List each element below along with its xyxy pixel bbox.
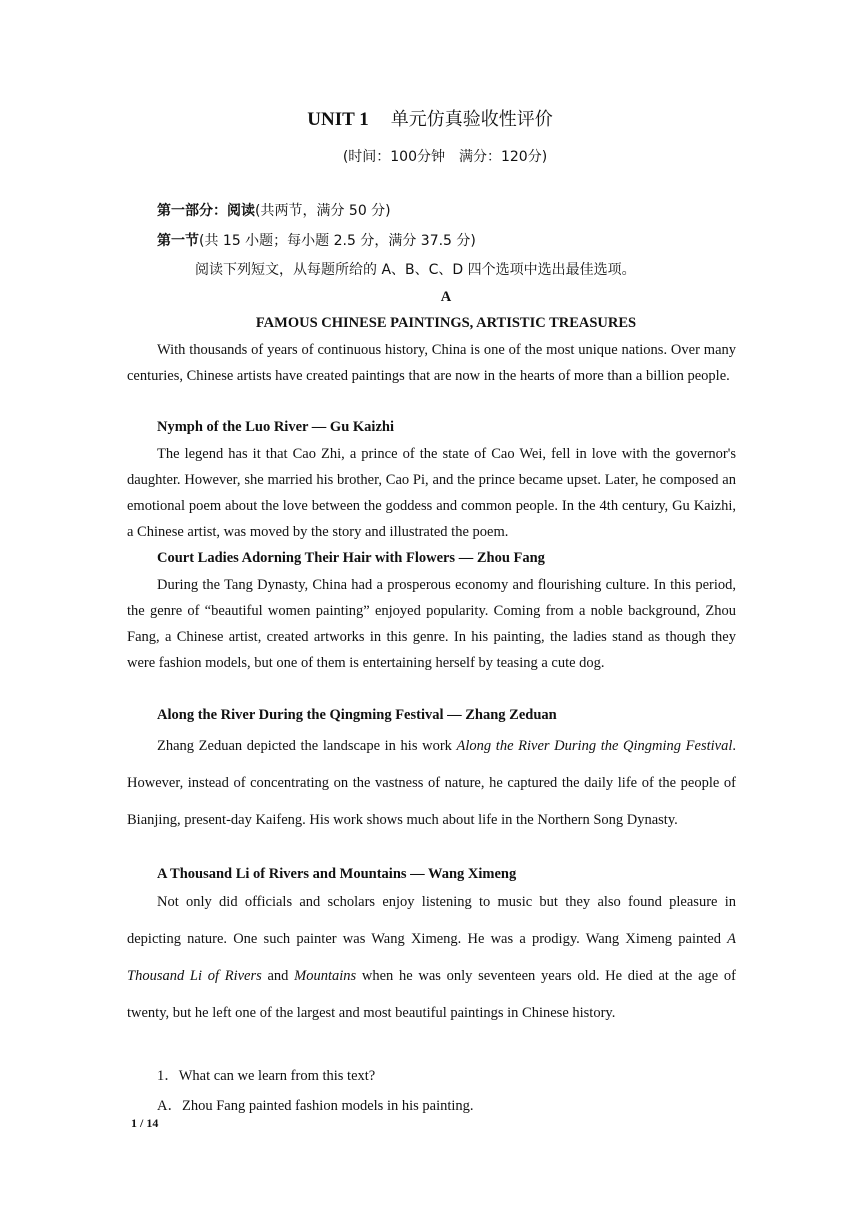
thousand-li-text-start: Not only did officials and scholars enjoy listening to music but they also found pleasure in depicting nature. One such painter was Wang Ximeng. He was a prodigy. Wang Ximeng painted xyxy=(127,894,736,947)
passage-intro: With thousands of years of continuous history, China is one of the most unique nations. Over many centuries, Chinese artists have created paintings that are now in the hearts of more than a billion people. xyxy=(127,342,736,384)
section-one-heading xyxy=(157,230,476,250)
section-text-qingming xyxy=(127,728,736,839)
thousand-li-text-end: when he was only seventeen years old. He died at the age of twenty, but he left one of the largest and most beautiful paintings in Chinese history. xyxy=(127,968,736,1021)
section-heading-court-ladies: Court Ladies Adorning Their Hair with Flowers — Zhou Fang xyxy=(157,550,545,566)
page-title xyxy=(0,105,860,131)
page-number: 1 / 14 xyxy=(131,1116,159,1130)
qingming-text-end: . However, instead of concentrating on the vastness of nature, he captured the daily life of the people of Bianjing, present-day Kaifeng. His work shows much about life in the Northern Song Dynasty. xyxy=(127,738,736,828)
qingming-work-title: Along the River During the Qingming Festival xyxy=(456,738,733,754)
part-one-note: (共两节，满分 50 分) xyxy=(255,203,391,219)
section-text-court-ladies: During the Tang Dynasty, China had a prosperous economy and flourishing culture. In this period, the genre of “beautiful women painting” enjoyed popularity. Coming from a noble background, Zhou Fang, a Chinese artist, created artworks in this genre. In his painting, the ladies stand as though they were fashion models, but one of them is entertaining herself by teasing a cute dog. xyxy=(127,577,736,671)
section-text-thousand-li xyxy=(127,884,736,1032)
part-one-heading xyxy=(157,200,391,220)
title-chinese: 单元仿真验收性评价 xyxy=(390,109,553,130)
section-one-label: 第一节 xyxy=(157,233,199,249)
question-1-stem: 1．What can we learn from this text? xyxy=(157,1068,376,1084)
passage-title: FAMOUS CHINESE PAINTINGS, ARTISTIC TREASURES xyxy=(255,315,637,331)
question-1-option-a: A．Zhou Fang painted fashion models in his painting. xyxy=(157,1098,474,1114)
reading-instruction: 阅读下列短文，从每题所给的 A、B、C、D 四个选项中选出最佳选项。 xyxy=(195,262,636,278)
thousand-li-text-mid: and xyxy=(261,968,295,984)
thousand-li-work-title-1: A Thousand Li of Rivers xyxy=(127,931,736,984)
title-unit: UNIT 1 xyxy=(307,109,369,130)
exam-time-score: (时间：100分钟 满分：120分) xyxy=(342,149,548,165)
section-one-note: (共 15 小题；每小题 2.5 分，满分 37.5 分) xyxy=(199,233,476,249)
section-heading-luo-river: Nymph of the Luo River — Gu Kaizhi xyxy=(157,419,394,435)
thousand-li-work-title-2: Mountains xyxy=(294,968,357,984)
passage-letter: A xyxy=(440,289,452,305)
section-heading-qingming: Along the River During the Qingming Festival — Zhang Zeduan xyxy=(157,707,557,723)
section-heading-thousand-li: A Thousand Li of Rivers and Mountains — Wang Ximeng xyxy=(157,866,517,882)
part-one-label: 第一部分：阅读 xyxy=(157,203,255,219)
section-text-luo-river: The legend has it that Cao Zhi, a prince of the state of Cao Wei, fell in love with the governor's daughter. However, she married his brother, Cao Pi, and the prince became upset. Later, he composed an emotional poem about the love between the goddess and common people. In the 4th century, Gu Kaizhi, a Chinese artist, was moved by the story and illustrated the poem. xyxy=(127,446,736,540)
qingming-text-start: Zhang Zeduan depicted the landscape in his work xyxy=(157,738,457,754)
